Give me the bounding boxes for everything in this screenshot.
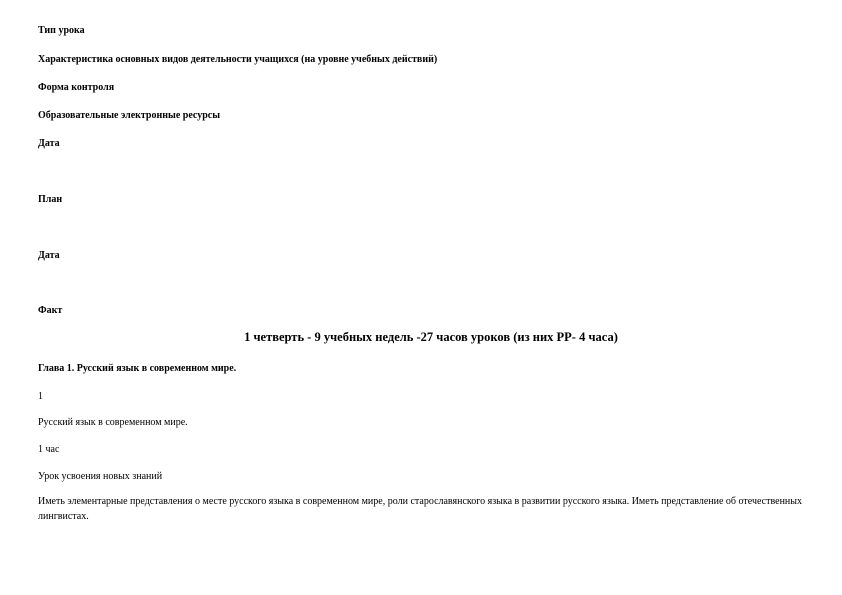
lesson-number: 1 — [38, 391, 43, 402]
quarter-heading-text: 1 четверть - 9 учебных недель -27 часов уроков (из них РР- 4 часа) — [244, 330, 618, 344]
date-label: Дата — [38, 138, 60, 149]
fact-label: Факт — [38, 305, 63, 316]
activities-label: Характеристика основных видов деятельности учащихся (на уровне учебных действий) — [38, 54, 438, 65]
control-form-label: Форма контроля — [38, 82, 115, 93]
chapter-title: Глава 1. Русский язык в современном мире. — [38, 363, 237, 374]
lesson-type: Урок усвоения новых знаний — [38, 471, 163, 482]
e-resources-label: Образовательные электронные ресурсы — [38, 110, 221, 121]
lesson-topic: Русский язык в современном мире. — [38, 417, 188, 428]
lesson-description: Иметь элементарные представления о месте русского языка в современном мире, роли старославянского языка в развитии русского языка. Иметь представление об отечественных лингвистах. — [38, 496, 802, 522]
plan-label: План — [38, 194, 63, 205]
lesson-hours: 1 час — [38, 444, 60, 455]
quarter-heading — [0, 330, 842, 345]
date-label-secondary: Дата — [38, 250, 60, 261]
lesson-type-label: Тип урока — [38, 25, 85, 36]
